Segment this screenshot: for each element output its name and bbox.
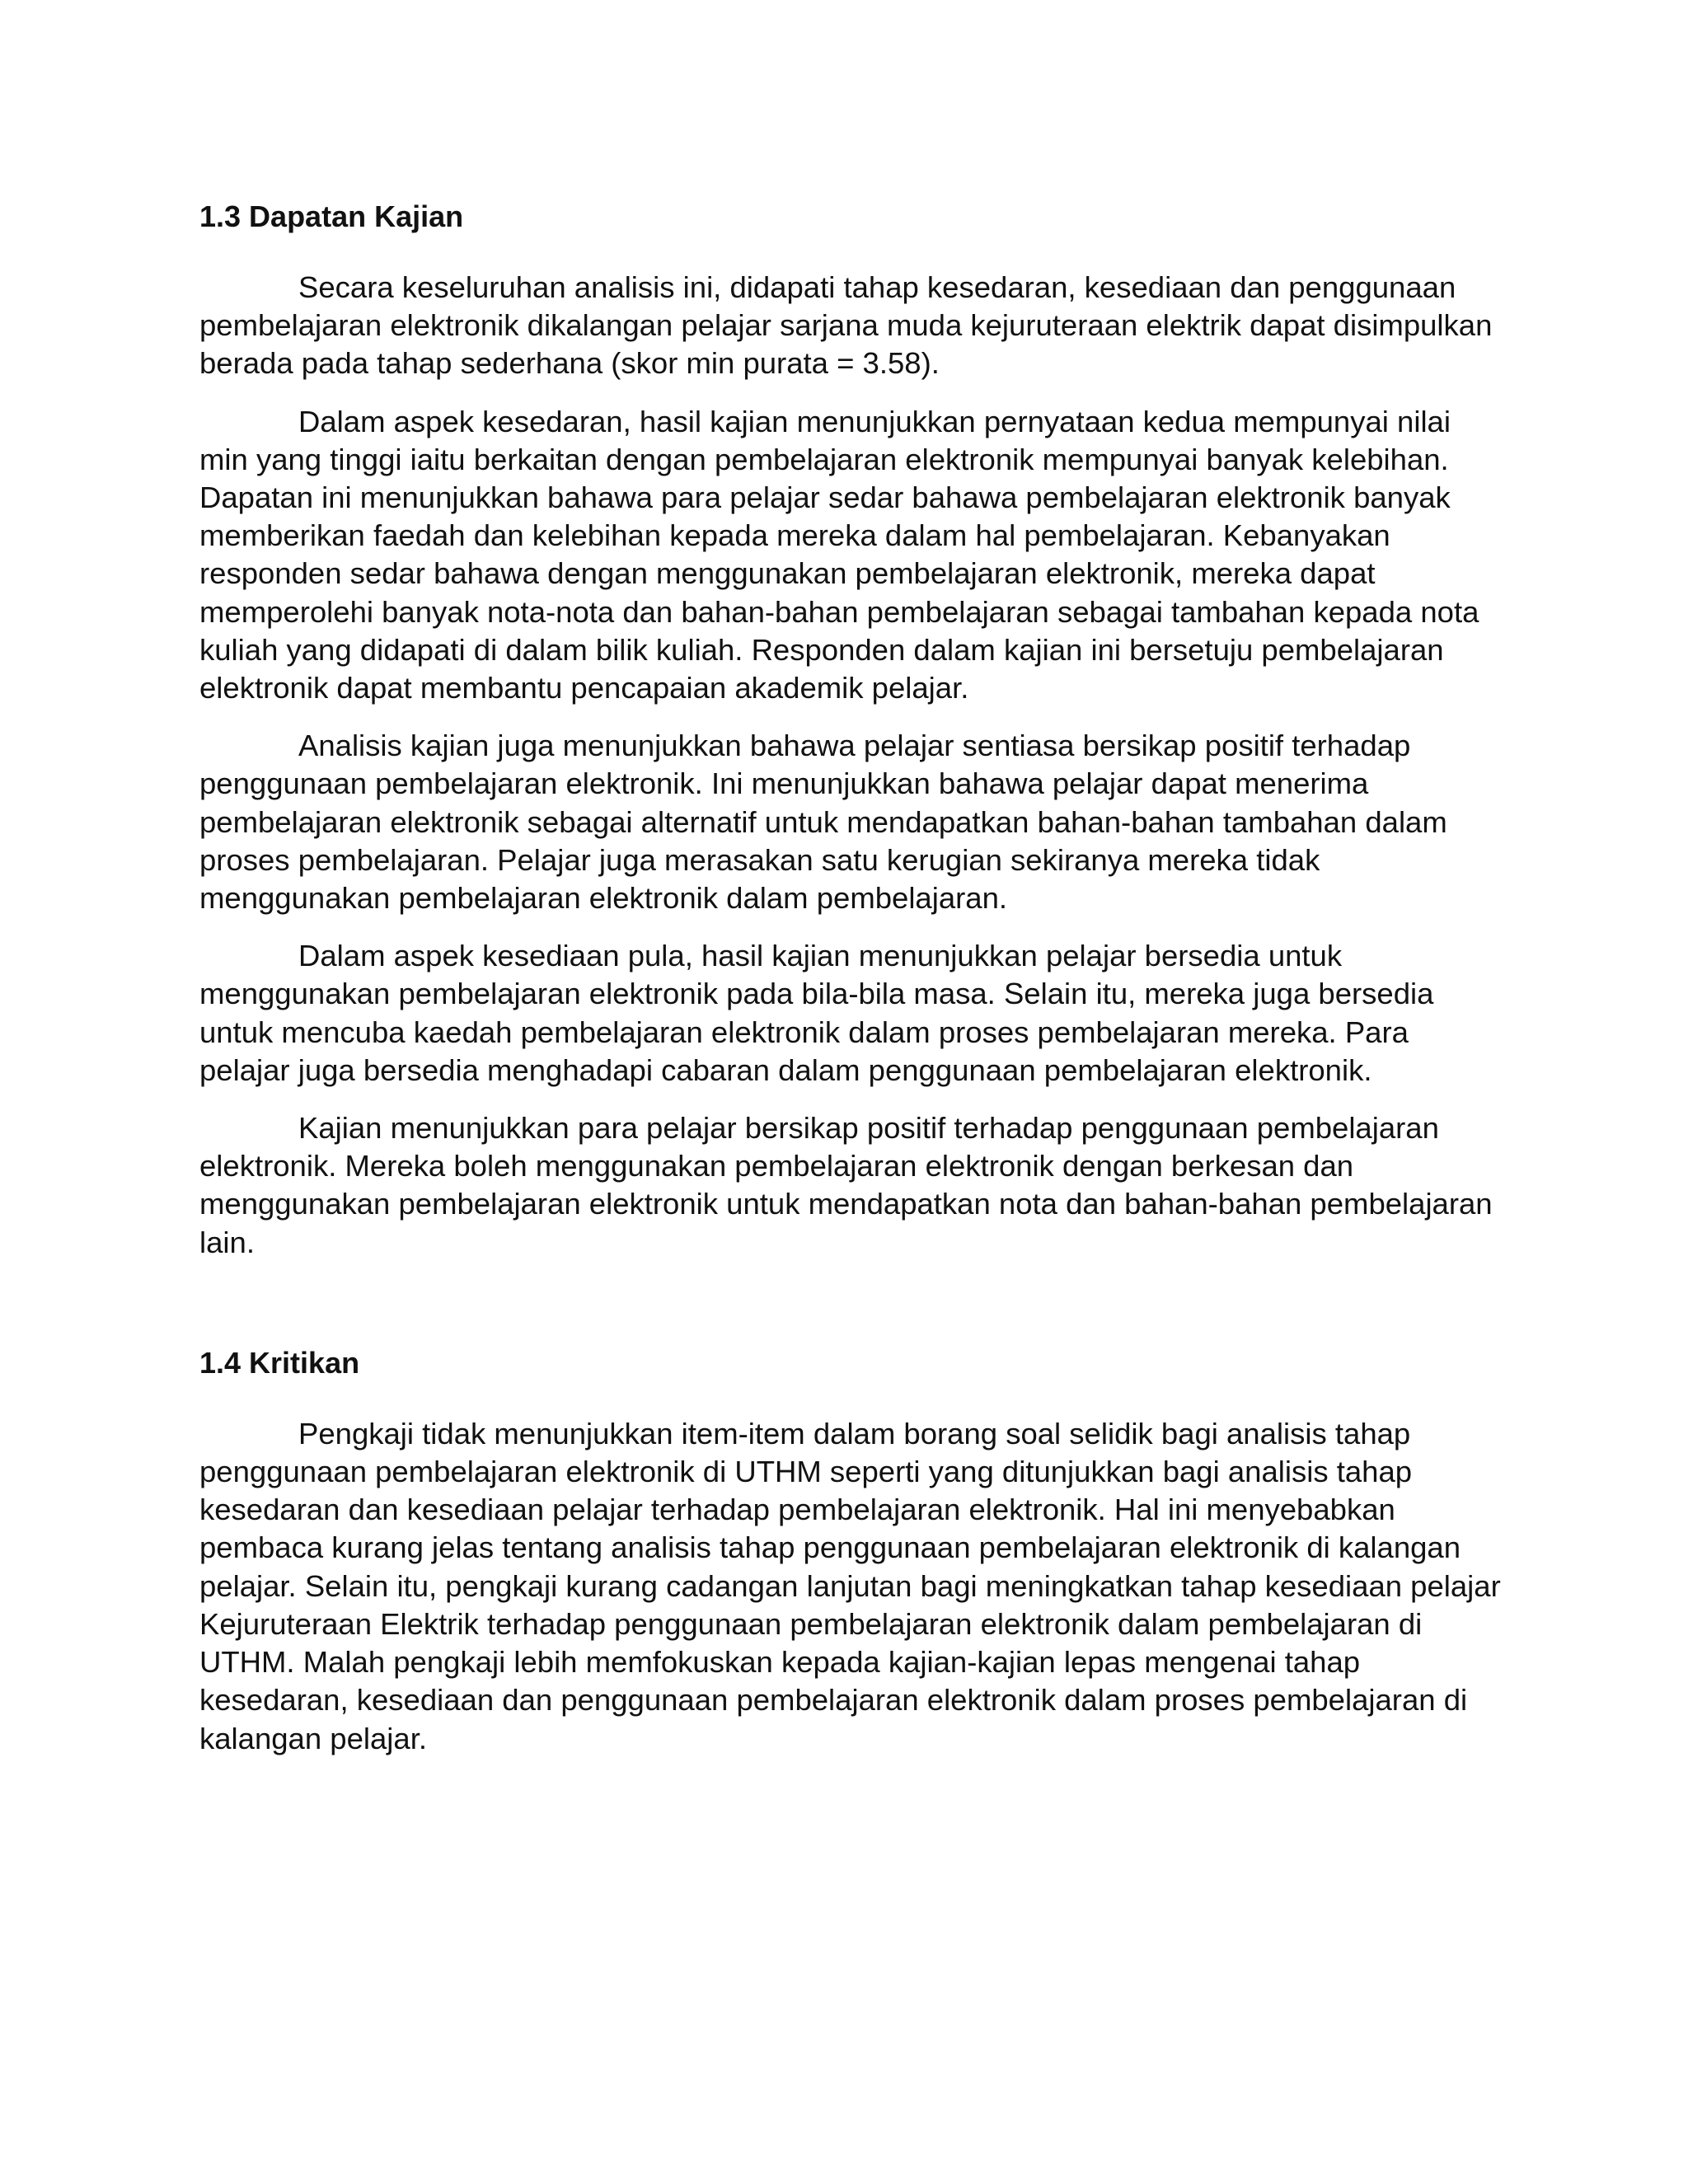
paragraph-kesedaran: Dalam aspek kesedaran, hasil kajian menunjukkan pernyataan kedua mempunyai nilai min yang tinggi iaitu berkaitan dengan pembelajaran elektronik mempunyai banyak kelebihan. Dapatan ini menunjukkan bahawa para pelajar sedar bahawa pembelajaran elektronik banyak memberikan faedah dan kelebihan kepada mereka dalam hal pembelajaran. Kebanyakan responden sedar bahawa dengan menggunakan pembelajaran elektronik, mereka dapat memperolehi banyak nota-nota dan bahan-bahan pembelajaran sebagai tambahan kepada nota kuliah yang didapati di dalam bilik kuliah. Responden dalam kajian ini bersetuju pembelajaran elektronik dapat membantu pencapaian akademik pelajar. [199, 404, 1479, 705]
paragraph-kesediaan: Dalam aspek kesediaan pula, hasil kajian menunjukkan pelajar bersedia untuk menggunakan pembelajaran elektronik pada bila-bila masa. Selain itu, mereka juga bersedia untuk mencuba kaedah pembelajaran elektronik dalam proses pembelajaran mereka. Para pelajar juga bersedia menghadapi cabaran dalam penggunaan pembelajaran elektronik. [199, 939, 1434, 1087]
paragraph-summary: Secara keseluruhan analisis ini, didapati tahap kesedaran, kesediaan dan penggunaan pembelajaran elektronik dikalangan pelajar sarjana muda kejuruteraan elektrik dapat disimpulkan berada pada tahap sederhana (skor min purata = 3.58). [199, 270, 1493, 381]
section-heading-kritikan: 1.4 Kritikan [199, 1345, 360, 1380]
paragraph-sikap-positif: Analisis kajian juga menunjukkan bahawa pelajar sentiasa bersikap positif terhadap penggunaan pembelajaran elektronik. Ini menunjukkan bahawa pelajar dapat menerima pembelajaran elektronik sebagai alternatif untuk mendapatkan bahan-bahan tambahan dalam proses pembelajaran. Pelajar juga merasakan satu kerugian sekiranya mereka tidak menggunakan pembelajaran elektronik dalam pembelajaran. [199, 729, 1447, 916]
paragraph-penggunaan: Kajian menunjukkan para pelajar bersikap positif terhadap penggunaan pembelajaran elektronik. Mereka boleh menggunakan pembelajaran elektronik dengan berkesan dan menggunakan pembelajaran elektronik untuk mendapatkan nota dan bahan-bahan pembelajaran lain. [199, 1111, 1493, 1259]
document-page [199, 198, 1502, 1778]
section-heading-dapatan-kajian: 1.3 Dapatan Kajian [199, 199, 464, 233]
paragraph-kritikan: Pengkaji tidak menunjukkan item-item dalam borang soal selidik bagi analisis tahap penggunaan pembelajaran elektronik di UTHM seperti yang ditunjukkan bagi analisis tahap kesedaran dan kesediaan pelajar terhadap pembelajaran elektronik. Hal ini menyebabkan pembaca kurang jelas tentang analisis tahap penggunaan pembelajaran elektronik di kalangan pelajar. Selain itu, pengkaji kurang cadangan lanjutan bagi meningkatkan tahap kesediaan pelajar Kejuruteraan Elektrik terhadap penggunaan pembelajaran elektronik dalam pembelajaran di UTHM. Malah pengkaji lebih memfokuskan kepada kajian-kajian lepas mengenai tahap kesedaran, kesediaan dan penggunaan pembelajaran elektronik dalam proses pembelajaran di kalangan pelajar. [199, 1416, 1501, 1755]
